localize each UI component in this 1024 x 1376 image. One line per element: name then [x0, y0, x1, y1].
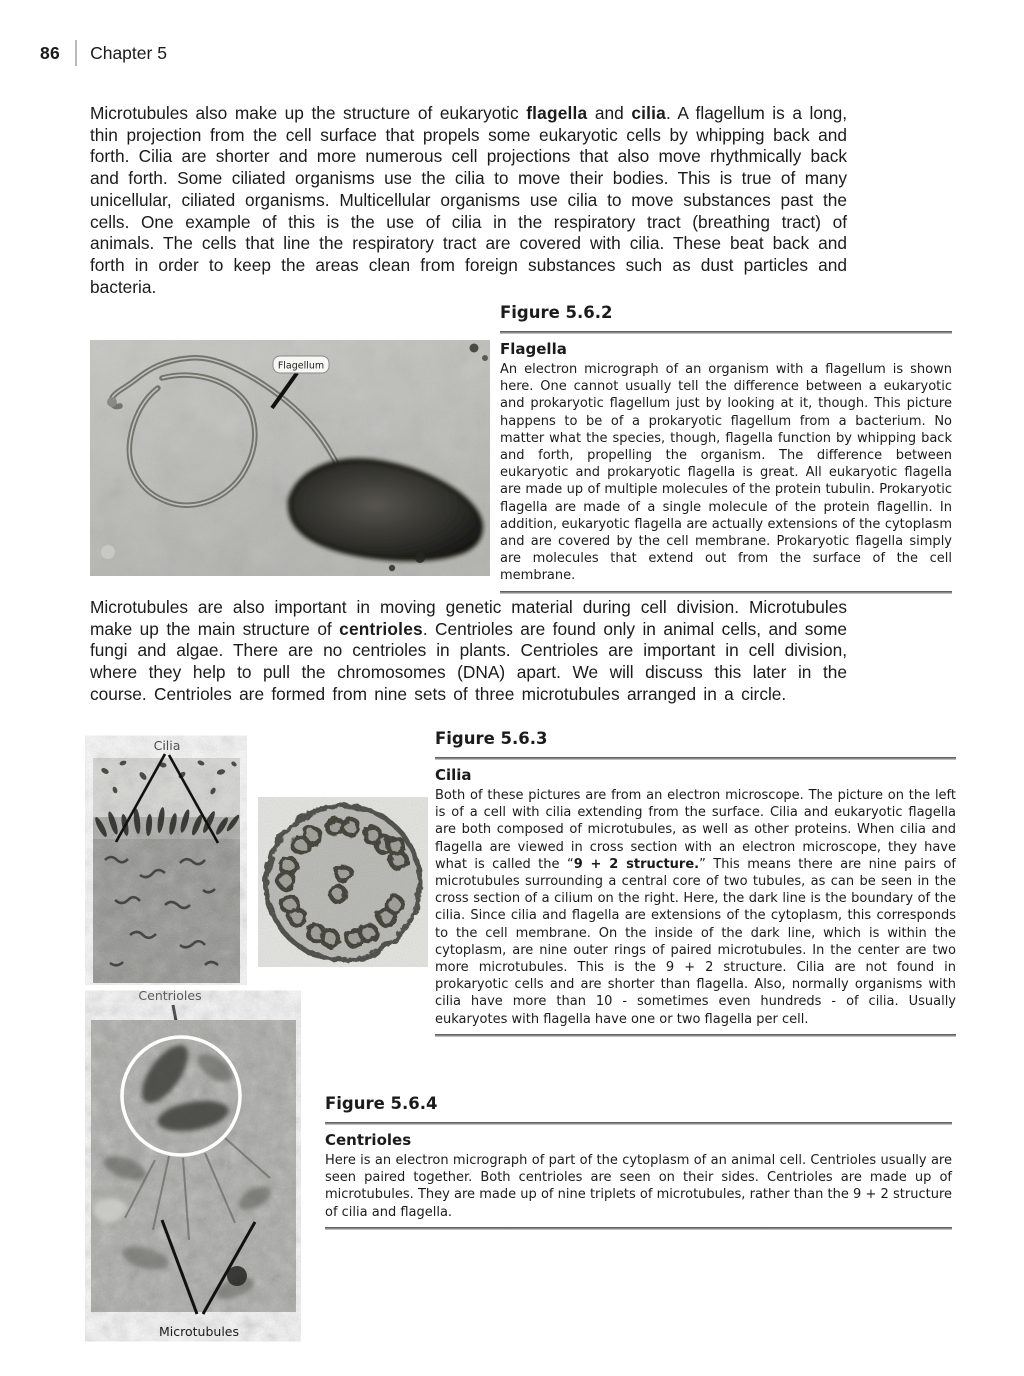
cilia-label: Cilia [153, 738, 181, 753]
flagellum-label: Flagellum [277, 360, 325, 372]
figure-563-rule-bottom [435, 1034, 956, 1037]
figure-563-title: Cilia [435, 766, 472, 784]
centrioles-label: Centrioles [138, 988, 202, 1003]
page-header [40, 40, 167, 66]
figure-562-body: An electron micrograph of an organism with a flagellum is shown here. One cannot usually tell the difference between a eukaryotic and prokaryotic flagellum just by looking at it, though. This picture happens to be of a prokaryotic flagellum from a bacterium. No matter what the species, though, flagella function by whipping back and forth, propelling the organism. The difference between eukaryotic and prokaryotic flagella is great. All eukaryotic flagella are made up of multiple molecules of the protein tubulin. Prokaryotic flagella are made of a single molecule of the protein flagellin. In addition, eukaryotic flagella are actually extensions of the cytoplasm and are covered by the cell membrane. Prokaryotic flagella simply are molecules that extend out from the surface of the cell membrane. [500, 362, 952, 584]
page-number: 86 [40, 42, 61, 63]
chapter-title: Chapter 5 [90, 42, 167, 63]
figure-564-caption [325, 1094, 952, 1230]
header-divider [75, 40, 77, 66]
figure-564-rule-top [325, 1122, 952, 1125]
body-paragraph-1: Microtubules also make up the structure of eukaryotic flagella and cilia. A flagellum is a long, thin projection from the cell surface that propels some eukaryotic cells by whipping back and forth. Cilia are shorter and more numerous cell projections that also move rhythmically back and forth. Some ciliated organisms use the cilia to move their bodies. This is true of many unicellular, ciliated organisms. Multicellular organisms use cilia to move substances past the cells. One example of this is the use of cilia in the respiratory tract (breathing tract) of animals. The cells that line the respiratory tract are covered with cilia. These beat back and forth in order to keep the areas clean from foreign substances such as dust particles and bacteria. [90, 103, 848, 297]
figure-562-caption [500, 303, 952, 594]
figure-562-rule-bottom [500, 591, 952, 594]
cilia-micrograph [85, 735, 247, 985]
figure-564-heading: Figure 5.6.4 [325, 1094, 438, 1113]
cilium-cross-section-micrograph [258, 797, 428, 967]
body-paragraph-2: Microtubules are also important in moving genetic material during cell division. Microtubules make up the main structure of centrioles. Centrioles are found only in animal cells, and some fungi and algae. There are no centrioles in plants. Centrioles are important in cell division, where they help to pull the chromosomes (DNA) apart. We will discuss this later in the course. Centrioles are formed from nine sets of three microtubules arranged in a circle. [90, 597, 847, 704]
figure-564-rule-bottom [325, 1227, 952, 1230]
microtubules-label: Microtubules [159, 1324, 239, 1339]
centrioles-micrograph [85, 988, 301, 1348]
figure-563-caption [435, 729, 956, 1037]
figure-562-title: Flagella [500, 340, 567, 358]
cilia-image [93, 758, 241, 983]
centrioles-image [91, 1020, 296, 1312]
figure-563-body: Both of these pictures are from an electron microscope. The picture on the left is of a cell with cilia extending from the surface. Cilia and eukaryotic flagella are both composed of microtubules, as well as other proteins. When cilia and flagella are viewed in cross section with an electron microscope, they have what is called the “9 + 2 structure.” This means there are nine pairs of microtubules surrounding a central core of two tubules, as can be seen in the cross section of a cilium on the right. Here, the dark line is the boundary of the cilia. Since cilia and flagella are extensions of the cytoplasm, this corresponds to the cell membrane. On the inside of the dark line, which is within the cytoplasm, are nine outer rings of paired microtubules. In the center are two more microtubules. This is the 9 + 2 structure. Cilia are not found in prokaryotic cells and are shorter than flagella. Also, normally organisms with cilia have more than 10 - sometimes even hundreds - of cilia. Usually eukaryotes with flagella have one or two flagella per cell. [435, 788, 956, 1027]
figure-564-body: Here is an electron micrograph of part of the cytoplasm of an animal cell. Centrioles usually are seen paired together. Both centrioles are seen on their sides. Centrioles are made up of microtubules. They are made up of nine triplets of microtubules, rather than the 9 + 2 structure of cilia and flagella. [325, 1153, 952, 1220]
figure-563-heading: Figure 5.6.3 [435, 729, 548, 748]
figure-563-rule-top [435, 757, 956, 760]
figure-562-heading: Figure 5.6.2 [500, 303, 613, 322]
figure-564-title: Centrioles [325, 1131, 412, 1149]
figure-562-rule-top [500, 331, 952, 334]
flagellum-micrograph [90, 340, 490, 576]
